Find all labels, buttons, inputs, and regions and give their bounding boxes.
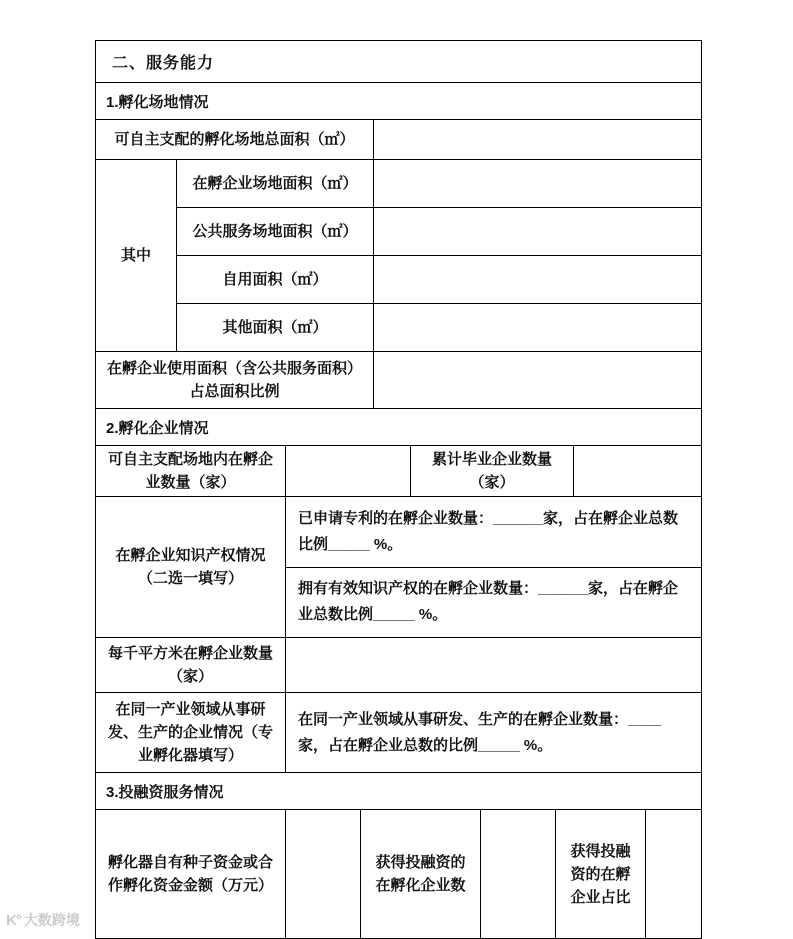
among-block (96, 160, 701, 352)
ipr-option-patent-row (286, 497, 701, 568)
among-subrow-other-area (177, 304, 701, 351)
among-subrow-enterprise-area (177, 160, 701, 208)
total-area-label: 可自主支配的孵化场地总面积（㎡） (96, 120, 374, 159)
watermark-text: 大数跨境 (23, 912, 80, 928)
among-label: 其中 (96, 160, 177, 351)
public-service-area-input[interactable] (374, 208, 701, 255)
usage-ratio-input[interactable] (374, 352, 701, 408)
onsite-count-input[interactable] (286, 446, 411, 496)
graduated-count-label: 累计毕业企业数量（家） (411, 446, 574, 496)
ipr-option-valid-row (286, 568, 701, 638)
funded-count-input[interactable] (481, 810, 556, 938)
seed-fund-label: 孵化器自有种子资金或合作孵化资金金额（万元） (96, 810, 286, 938)
funded-ratio-input[interactable] (646, 810, 701, 938)
enterprise-area-label: 在孵企业场地面积（㎡） (177, 160, 374, 207)
ipr-block (96, 497, 701, 638)
counts-row (96, 446, 701, 497)
part1-header-row (96, 83, 701, 120)
part1-header: 1.孵化场地情况 (106, 93, 209, 111)
among-subrow-public-service-area (177, 208, 701, 256)
part3-header-row (96, 773, 701, 810)
same-industry-label: 在同一产业领域从事研发、生产的企业情况（专业孵化器填写） (96, 693, 286, 772)
section-title-row (96, 41, 701, 83)
enterprise-area-input[interactable] (374, 160, 701, 207)
self-use-area-input[interactable] (374, 256, 701, 303)
density-input[interactable] (286, 638, 701, 692)
watermark (6, 910, 80, 930)
density-label: 每千平方米在孵企业数量（家） (96, 638, 286, 692)
watermark-logo-icon: K° (6, 911, 21, 929)
total-area-row (96, 120, 701, 160)
same-industry-row (96, 693, 701, 773)
section-title: 二、服务能力 (112, 55, 215, 72)
part2-header-row (96, 409, 701, 446)
funding-row (96, 810, 701, 938)
graduated-count-input[interactable] (574, 446, 701, 496)
self-use-area-label: 自用面积（㎡） (177, 256, 374, 303)
ipr-label: 在孵企业知识产权情况（二选一填写） (96, 497, 286, 637)
public-service-area-label: 公共服务场地面积（㎡） (177, 208, 374, 255)
ipr-option-valid-text[interactable]: 拥有有效知识产权的在孵企业数量：______家，占在孵企业总数比例_____ %。 (298, 580, 679, 624)
density-row (96, 638, 701, 693)
total-area-input[interactable] (374, 120, 701, 159)
seed-fund-input[interactable] (286, 810, 361, 938)
same-industry-text[interactable]: 在同一产业领域从事研发、生产的在孵企业数量：____家，占在孵企业总数的比例_____ %。 (298, 710, 662, 754)
other-area-label: 其他面积（㎡） (177, 304, 374, 351)
onsite-count-label: 可自主支配场地内在孵企业数量（家） (96, 446, 286, 496)
usage-ratio-label: 在孵企业使用面积（含公共服务面积）占总面积比例 (96, 352, 374, 408)
funded-count-label: 获得投融资的在孵化企业数 (361, 810, 481, 938)
usage-ratio-row (96, 352, 701, 409)
funded-ratio-label: 获得投融资的在孵企业占比 (556, 810, 646, 938)
part3-header: 3.投融资服务情况 (106, 783, 224, 801)
among-subrow-self-use-area (177, 256, 701, 304)
part2-header: 2.孵化企业情况 (106, 419, 209, 437)
service-capability-table (95, 40, 702, 939)
other-area-input[interactable] (374, 304, 701, 351)
ipr-option-patent-text[interactable]: 已申请专利的在孵企业数量：______家，占在孵企业总数比例_____ %。 (298, 509, 679, 553)
